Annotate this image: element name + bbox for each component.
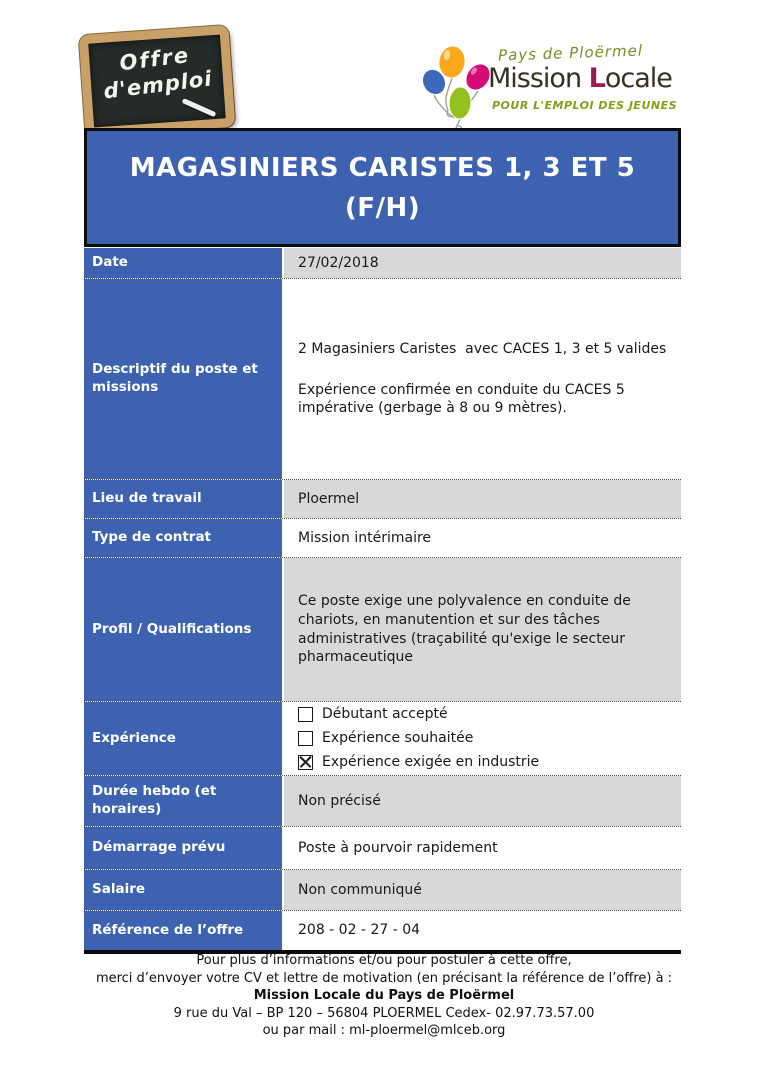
table-row-contrat — [84, 518, 681, 557]
footer-line: Pour plus d’informations et/ou pour postuler à cette offre, — [196, 953, 572, 968]
row-value — [284, 776, 681, 826]
row-value — [284, 558, 681, 701]
table-row-descriptif — [84, 278, 681, 479]
row-value — [284, 827, 681, 869]
value-text: Poste à pourvoir rapidement — [298, 839, 498, 856]
logo-name — [488, 63, 672, 94]
row-label: Type de contrat — [84, 519, 284, 557]
row-label: Démarrage prévu — [84, 827, 284, 869]
table-row-lieu — [84, 479, 681, 518]
logo-tagline: POUR L'EMPLOI DES JEUNES — [492, 99, 678, 112]
footer-org-name: Mission Locale du Pays de Ploërmel — [253, 988, 515, 1003]
checkbox-label: Expérience exigée en industrie — [322, 753, 540, 770]
chalk-stick — [181, 98, 216, 117]
value-paragraph: 2 Magasiniers Caristes avec CACES 1, 3 et 5 valides — [298, 340, 667, 357]
row-label: Référence de l’offre — [84, 911, 284, 950]
offer-table — [84, 248, 681, 954]
offer-chalkboard — [79, 25, 236, 137]
footer-line: merci d’envoyer votre CV et lettre de motivation (en précisant la référence de l’offre) à : — [95, 970, 673, 986]
row-value — [284, 480, 681, 518]
value-text: Ce poste exige une polyvalence en conduite de chariots, en manutention et sur des tâches administratives (traçabilité qu'exige le secteur pharmaceutique — [298, 592, 636, 666]
row-label: Profil / Qualifications — [84, 558, 284, 701]
value-text: 27/02/2018 — [298, 254, 379, 271]
footer-contact — [0, 952, 768, 1040]
row-label: Date — [84, 248, 284, 278]
value-text: Mission intérimaire — [298, 529, 432, 546]
checkbox-label: Débutant accepté — [322, 706, 448, 723]
table-row-date — [84, 248, 681, 278]
table-row-duree — [84, 775, 681, 826]
row-value — [284, 870, 681, 910]
checkbox-item — [298, 753, 671, 772]
row-label: Descriptif du poste et missions — [84, 279, 284, 479]
value-text: 208 - 02 - 27 - 04 — [298, 922, 421, 939]
chalkboard-text — [88, 39, 225, 105]
checkbox-checked-icon — [298, 755, 313, 770]
table-row-demarrage — [84, 826, 681, 869]
job-title-line1: MAGASINIERS CARISTES 1, 3 ET 5 — [129, 152, 636, 183]
logo-name-initial: L — [588, 63, 605, 94]
checkbox-item — [298, 705, 671, 724]
logo-name-word1: Mission — [488, 63, 589, 94]
balloon-green — [448, 86, 472, 119]
row-label: Durée hebdo (et horaires) — [84, 776, 284, 826]
row-label: Expérience — [84, 702, 284, 775]
row-label: Lieu de travail — [84, 480, 284, 518]
value-paragraph: Expérience confirmée en conduite du CACES 5 impérative (gerbage à 8 ou 9 mètres). — [298, 381, 630, 417]
checkbox-icon — [298, 731, 313, 746]
footer-email-line: ou par mail : ml-ploermel@mlceb.org — [262, 1023, 506, 1038]
table-row-profil — [84, 557, 681, 701]
table-row-reference — [84, 910, 681, 950]
row-value — [284, 911, 681, 950]
job-title-line2: (F/H) — [344, 192, 421, 223]
row-value — [284, 248, 681, 278]
chalkboard-line2: d'emploi — [102, 66, 214, 104]
footer-address: 9 rue du Val – BP 120 – 56804 PLOERMEL Cedex- 02.97.73.57.00 — [173, 1005, 595, 1021]
row-label: Salaire — [84, 870, 284, 910]
checkbox-icon — [298, 707, 313, 722]
row-value — [284, 702, 681, 775]
row-value — [284, 279, 681, 479]
value-text: Ploermel — [298, 490, 360, 507]
table-row-salaire — [84, 869, 681, 910]
row-value — [284, 519, 681, 557]
logo-region-text: Pays de Ploërmel — [497, 41, 644, 65]
checkbox-item — [298, 729, 671, 748]
chalkboard-line1: Offre — [118, 42, 192, 76]
job-title-banner — [84, 128, 681, 247]
value-text: Non communiqué — [298, 881, 422, 898]
table-row-experience — [84, 701, 681, 775]
logo-name-rest: ocale — [604, 63, 672, 94]
checkbox-label: Expérience souhaitée — [322, 730, 474, 747]
value-text: Non précisé — [298, 792, 381, 809]
